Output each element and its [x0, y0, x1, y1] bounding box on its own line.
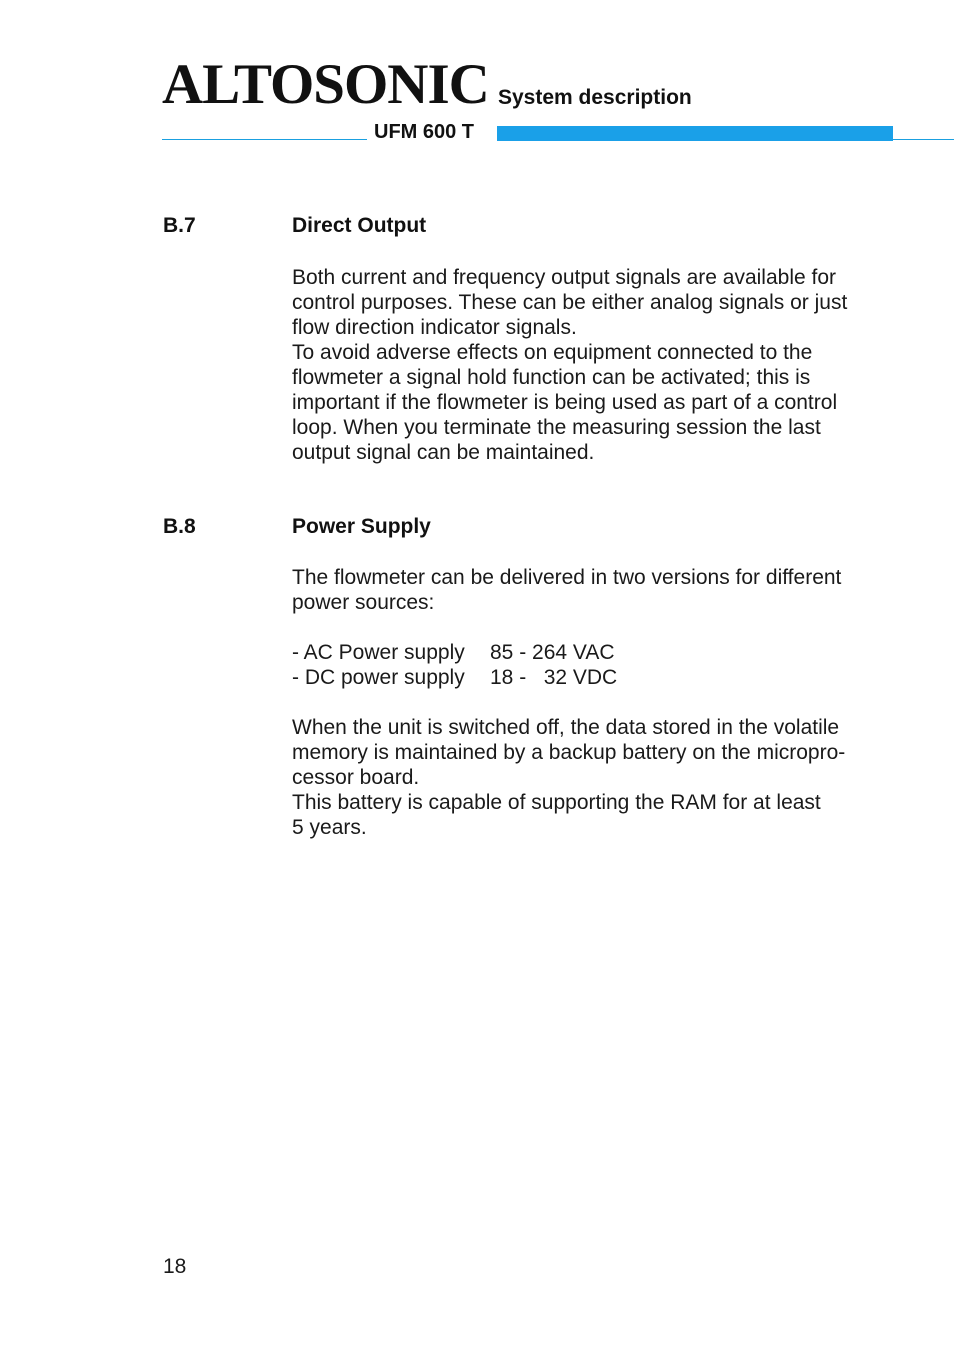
- model-label: UFM 600 T: [374, 121, 475, 143]
- section-title: Direct Output: [292, 214, 427, 237]
- section-number: B.8: [163, 515, 196, 538]
- header-rule-left: [162, 139, 367, 140]
- supply-range: 85 - 264 VAC: [490, 641, 615, 664]
- document-subtitle: System description: [498, 86, 692, 109]
- page-number: 18: [163, 1255, 187, 1278]
- section-number: B.7: [163, 214, 196, 237]
- section-title: Power Supply: [292, 515, 431, 538]
- supply-label: - AC Power supply: [292, 641, 465, 664]
- supply-row-ac: [292, 640, 615, 665]
- supply-row-dc: [292, 665, 617, 690]
- header-rule-right: [893, 139, 954, 140]
- supply-range: 18 - 32 VDC: [490, 666, 618, 689]
- section-paragraph: Both current and frequency output signals are available for control purposes. These can be either analog signals or just flow direction indicator signals. To avoid adverse effects on equipment connected to the flowmeter a signal hold function can be activated; this is important if the flowmeter is being used as part of a control loop. When you terminate the measuring session the last output signal can be maintained.: [292, 266, 848, 464]
- supply-label: - DC power supply: [292, 666, 465, 689]
- header-accent-bar: [497, 126, 893, 141]
- brand-logo-text: ALTOSONIC: [162, 53, 489, 116]
- section-paragraph: The flowmeter can be delivered in two versions for different power sources:: [292, 566, 842, 614]
- section-paragraph: When the unit is switched off, the data stored in the volatile memory is maintained by a backup battery on the micropro- cessor board. This battery is capable of supporting the RAM for at least 5 years.: [292, 716, 846, 839]
